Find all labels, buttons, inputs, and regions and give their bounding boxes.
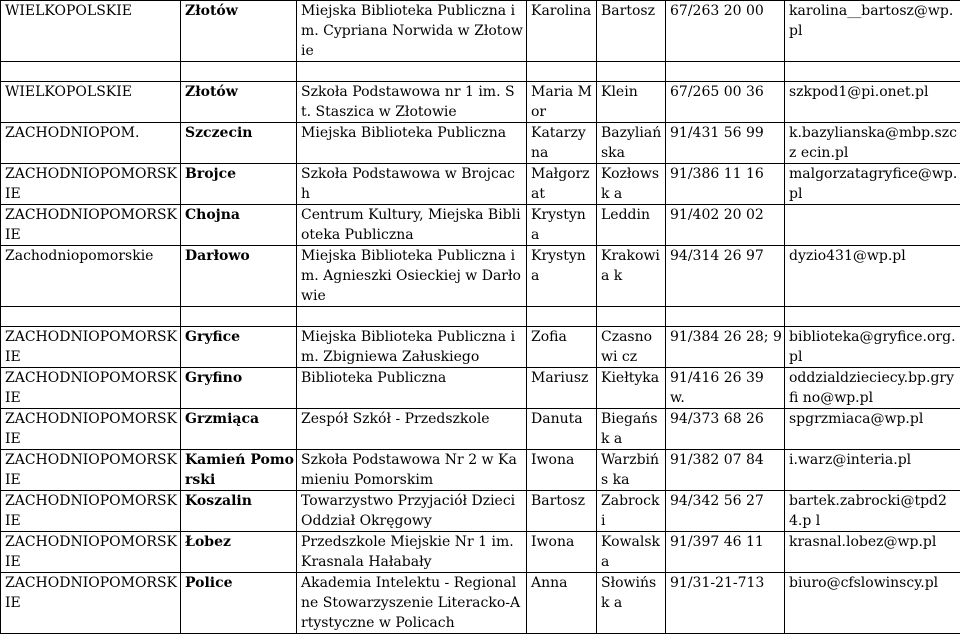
table-row <box>1 164 960 205</box>
last-name-cell: Zabrocki <box>597 491 666 532</box>
city-cell: Grzmiąca <box>181 409 297 450</box>
region-cell: ZACHODNIOPOMORSKIE <box>1 327 181 368</box>
region-cell: Zachodniopomorskie <box>1 246 181 307</box>
phone-cell: 91/382 07 84 <box>666 450 785 491</box>
first-name-cell: Maria Mor <box>527 82 597 123</box>
institution-cell: Przedszkole Miejskie Nr 1 im. Krasnala Hałabały <box>297 532 527 573</box>
region-cell: ZACHODNIOPOM. <box>1 123 181 164</box>
email-cell: biuro@cfslowinscy.pl <box>785 573 960 634</box>
email-cell: spgrzmiaca@wp.pl <box>785 409 960 450</box>
first-name-cell: Mariusz <box>527 368 597 409</box>
region-cell: ZACHODNIOPOMORSKIE <box>1 205 181 246</box>
region-cell: ZACHODNIOPOMORSKIE <box>1 368 181 409</box>
table-row <box>1 246 960 307</box>
last-name-cell: Kiełtyka <box>597 368 666 409</box>
email-cell: krasnal.lobez@wp.pl <box>785 532 960 573</box>
region-cell: ZACHODNIOPOMORSKIE <box>1 532 181 573</box>
last-name-cell: Kozłowsk a <box>597 164 666 205</box>
region-cell: ZACHODNIOPOMORSKIE <box>1 409 181 450</box>
first-name-cell: Danuta <box>527 409 597 450</box>
first-name-cell: Bartosz <box>527 491 597 532</box>
email-cell: karolina__bartosz@wp.pl <box>785 1 960 62</box>
email-cell: bartek.zabrocki@tpd24.p l <box>785 491 960 532</box>
table-row <box>1 1 960 62</box>
city-cell: Kamień Pomorski <box>181 450 297 491</box>
email-cell: dyzio431@wp.pl <box>785 246 960 307</box>
phone-cell: 94/373 68 26 <box>666 409 785 450</box>
first-name-cell: Iwona <box>527 532 597 573</box>
phone-cell: 91/416 26 39 w. <box>666 368 785 409</box>
last-name-cell: Czasnowi cz <box>597 327 666 368</box>
institution-cell: Zespół Szkół - Przedszkole <box>297 409 527 450</box>
institution-cell: Miejska Biblioteka Publiczna im. Cypriana Norwida w Złotowie <box>297 1 527 62</box>
first-name-cell: Katarzyna <box>527 123 597 164</box>
city-cell: Łobez <box>181 532 297 573</box>
city-cell: Złotów <box>181 82 297 123</box>
last-name-cell: Kowalska <box>597 532 666 573</box>
institution-cell: Biblioteka Publiczna <box>297 368 527 409</box>
region-cell: ZACHODNIOPOMORSKIE <box>1 573 181 634</box>
last-name-cell: Leddin <box>597 205 666 246</box>
table-row <box>1 532 960 573</box>
city-cell: Złotów <box>181 1 297 62</box>
first-name-cell: Karolina <box>527 1 597 62</box>
phone-cell: 91/31-21-713 <box>666 573 785 634</box>
phone-cell: 94/314 26 97 <box>666 246 785 307</box>
last-name-cell: Krakowia k <box>597 246 666 307</box>
institution-cell: Centrum Kultury, Miejska Biblioteka Publiczna <box>297 205 527 246</box>
phone-cell: 91/431 56 99 <box>666 123 785 164</box>
city-cell: Darłowo <box>181 246 297 307</box>
region-cell: WIELKOPOLSKIE <box>1 1 181 62</box>
last-name-cell: Warzbińs ka <box>597 450 666 491</box>
phone-cell: 67/263 20 00 <box>666 1 785 62</box>
spacer-row <box>1 62 960 82</box>
last-name-cell: Słowińsk a <box>597 573 666 634</box>
first-name-cell: Krystyna <box>527 246 597 307</box>
table-row <box>1 123 960 164</box>
table-row <box>1 327 960 368</box>
first-name-cell: Iwona <box>527 450 597 491</box>
spacer-row <box>1 307 960 327</box>
table-row <box>1 205 960 246</box>
phone-cell: 91/402 20 02 <box>666 205 785 246</box>
region-cell: ZACHODNIOPOMORSKIE <box>1 164 181 205</box>
email-cell: malgorzatagryfice@wp.pl <box>785 164 960 205</box>
table-row <box>1 491 960 532</box>
last-name-cell: Biegańsk a <box>597 409 666 450</box>
city-cell: Koszalin <box>181 491 297 532</box>
table-row <box>1 82 960 123</box>
phone-cell: 67/265 00 36 <box>666 82 785 123</box>
institution-cell: Szkoła Podstawowa w Brojcach <box>297 164 527 205</box>
email-cell: biblioteka@gryfice.org.pl <box>785 327 960 368</box>
city-cell: Gryfino <box>181 368 297 409</box>
city-cell: Szczecin <box>181 123 297 164</box>
institution-cell: Miejska Biblioteka Publiczna im. Agnieszki Osieckiej w Darłowie <box>297 246 527 307</box>
last-name-cell: Klein <box>597 82 666 123</box>
last-name-cell: Bartosz <box>597 1 666 62</box>
city-cell: Gryfice <box>181 327 297 368</box>
email-cell: szkpod1@pi.onet.pl <box>785 82 960 123</box>
institution-cell: Miejska Biblioteka Publiczna im. Zbigniewa Załuskiego <box>297 327 527 368</box>
table-row <box>1 450 960 491</box>
email-cell: oddzialdzieciecy.bp.gryfi no@wp.pl <box>785 368 960 409</box>
phone-cell: 91/386 11 16 <box>666 164 785 205</box>
email-cell: i.warz@interia.pl <box>785 450 960 491</box>
institution-cell: Miejska Biblioteka Publiczna <box>297 123 527 164</box>
institution-cell: Szkoła Podstawowa nr 1 im. St. Staszica w Złotowie <box>297 82 527 123</box>
institution-cell: Akademia Intelektu - Regionalne Stowarzyszenie Literacko-Artystyczne w Policach <box>297 573 527 634</box>
phone-cell: 91/384 26 28; 9 <box>666 327 785 368</box>
phone-cell: 91/397 46 11 <box>666 532 785 573</box>
email-cell <box>785 205 960 246</box>
city-cell: Police <box>181 573 297 634</box>
table-row <box>1 573 960 634</box>
city-cell: Chojna <box>181 205 297 246</box>
region-cell: ZACHODNIOPOMORSKIE <box>1 450 181 491</box>
table-row <box>1 409 960 450</box>
city-cell: Brojce <box>181 164 297 205</box>
first-name-cell: Małgorzat <box>527 164 597 205</box>
last-name-cell: Bazyliań ska <box>597 123 666 164</box>
institution-cell: Towarzystwo Przyjaciół Dzieci Oddział Okręgowy <box>297 491 527 532</box>
region-cell: ZACHODNIOPOMORSKIE <box>1 491 181 532</box>
first-name-cell: Krystyna <box>527 205 597 246</box>
institution-cell: Szkoła Podstawowa Nr 2 w Kamieniu Pomorskim <box>297 450 527 491</box>
region-cell: WIELKOPOLSKIE <box>1 82 181 123</box>
table-row <box>1 368 960 409</box>
first-name-cell: Anna <box>527 573 597 634</box>
phone-cell: 94/342 56 27 <box>666 491 785 532</box>
email-cell: k.bazylianska@mbp.szcz ecin.pl <box>785 123 960 164</box>
first-name-cell: Zofia <box>527 327 597 368</box>
